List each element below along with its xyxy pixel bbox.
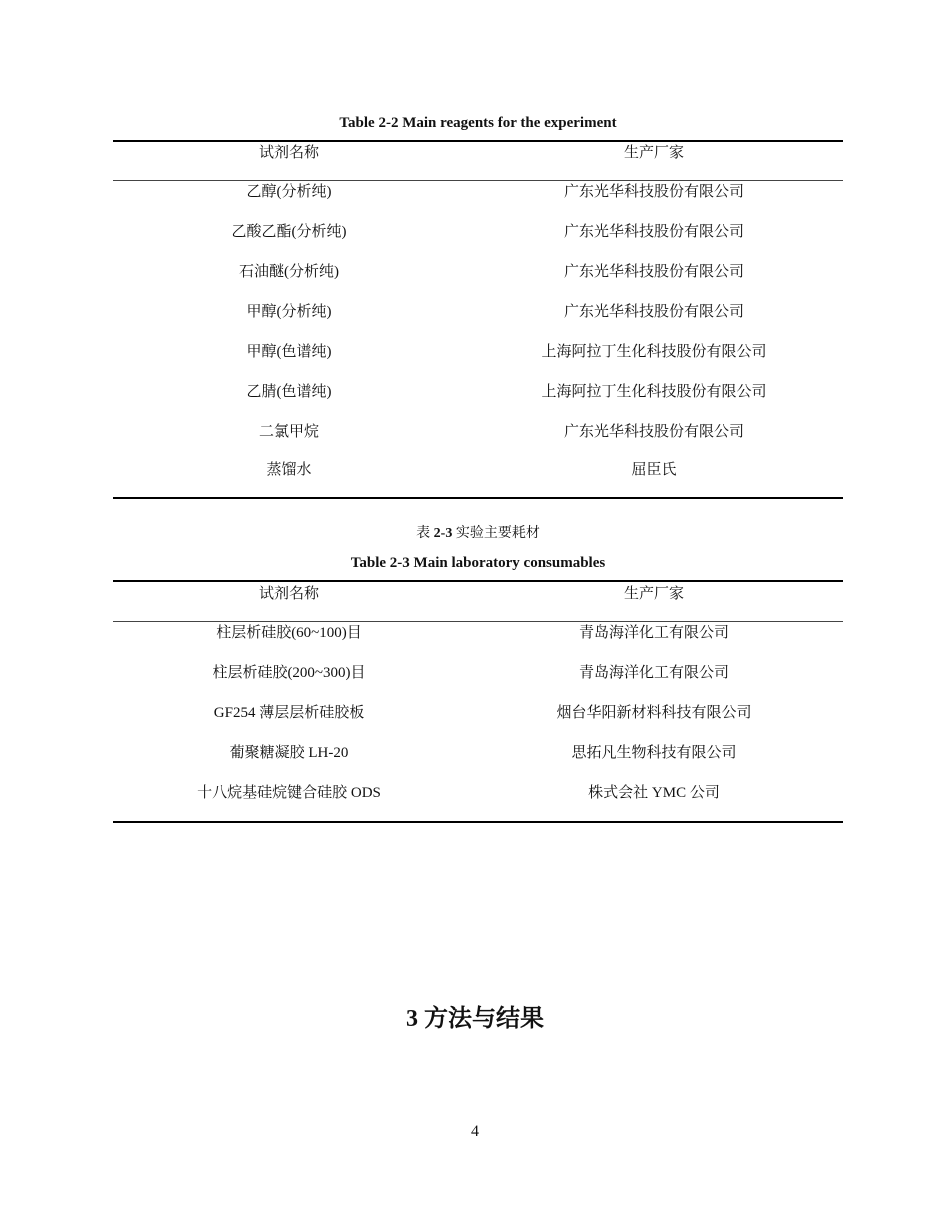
manufacturer: 上海阿拉丁生化科技股份有限公司 — [541, 384, 767, 400]
table-2-3-caption-zh — [113, 524, 843, 544]
table-2-2-header-rule — [113, 180, 843, 181]
table-row — [113, 302, 843, 342]
table-2-2-bottom-rule — [113, 497, 843, 499]
table-2-3-caption-en: Table 2-3 Main laboratory consumables — [350, 555, 606, 571]
reagent-name: 乙腈(色谱纯) — [246, 384, 332, 400]
reagent-name: 乙酸乙酯(分析纯) — [231, 224, 347, 240]
table-row — [113, 382, 843, 422]
page-number: 4 — [471, 1123, 479, 1140]
reagent-name: 石油醚(分析纯) — [239, 264, 339, 280]
table-row — [113, 743, 843, 783]
reagent-name: 二氯甲烷 — [258, 424, 319, 440]
table-2-2-header-row — [113, 143, 843, 183]
manufacturer: 屈臣氏 — [631, 462, 677, 478]
manufacturer: 株式会社 YMC 公司 — [588, 785, 720, 801]
table-2-3-header-name: 试剂名称 — [258, 586, 319, 602]
consumable-name: 十八烷基硅烷键合硅胶 ODS — [197, 785, 381, 801]
table-row — [113, 623, 843, 663]
table-row — [113, 703, 843, 743]
table-row — [113, 262, 843, 302]
consumable-name: 柱层析硅胶(200~300)目 — [212, 665, 366, 681]
reagent-name: 甲醇(色谱纯) — [246, 344, 332, 360]
reagent-name: 蒸馏水 — [266, 462, 312, 478]
manufacturer: 青岛海洋化工有限公司 — [578, 625, 729, 641]
table-row — [113, 663, 843, 703]
table-2-2-caption-en: Table 2-2 Main reagents for the experiment — [339, 115, 617, 131]
consumable-name: 葡聚糖凝胶 LH-20 — [229, 745, 349, 761]
consumable-name: 柱层析硅胶(60~100)目 — [216, 625, 362, 641]
table-row — [113, 182, 843, 222]
section-heading: 3 方法与结果 — [406, 1006, 544, 1032]
manufacturer: 广东光华科技股份有限公司 — [563, 184, 744, 200]
table-2-3-header-row — [113, 584, 843, 624]
manufacturer: 青岛海洋化工有限公司 — [578, 665, 729, 681]
reagent-name: 甲醇(分析纯) — [246, 304, 332, 320]
table-row — [113, 783, 843, 823]
manufacturer: 广东光华科技股份有限公司 — [563, 304, 744, 320]
manufacturer: 上海阿拉丁生化科技股份有限公司 — [541, 344, 767, 360]
consumable-name: GF254 薄层层析硅胶板 — [213, 705, 365, 721]
table-row — [113, 222, 843, 262]
table-2-3-bottom-rule — [113, 821, 843, 823]
caption-zh-prefix: 表 — [416, 526, 431, 541]
manufacturer: 广东光华科技股份有限公司 — [563, 224, 744, 240]
table-row — [113, 342, 843, 382]
manufacturer: 广东光华科技股份有限公司 — [563, 424, 744, 440]
reagent-name: 乙醇(分析纯) — [246, 184, 332, 200]
manufacturer: 思拓凡生物科技有限公司 — [571, 745, 737, 761]
manufacturer: 广东光华科技股份有限公司 — [563, 264, 744, 280]
table-2-3-top-rule — [113, 580, 843, 582]
caption-zh-title: 实验主要耗材 — [455, 526, 540, 541]
caption-zh-number: 2-3 — [433, 526, 453, 541]
table-row — [113, 460, 843, 500]
table-2-2-header-manufacturer: 生产厂家 — [623, 145, 684, 161]
table-2-2-top-rule — [113, 140, 843, 142]
table-2-3-header-rule — [113, 621, 843, 622]
manufacturer: 烟台华阳新材料科技有限公司 — [556, 705, 752, 721]
table-2-3-header-manufacturer: 生产厂家 — [623, 586, 684, 602]
table-2-2-header-name: 试剂名称 — [258, 145, 319, 161]
table-row — [113, 422, 843, 462]
